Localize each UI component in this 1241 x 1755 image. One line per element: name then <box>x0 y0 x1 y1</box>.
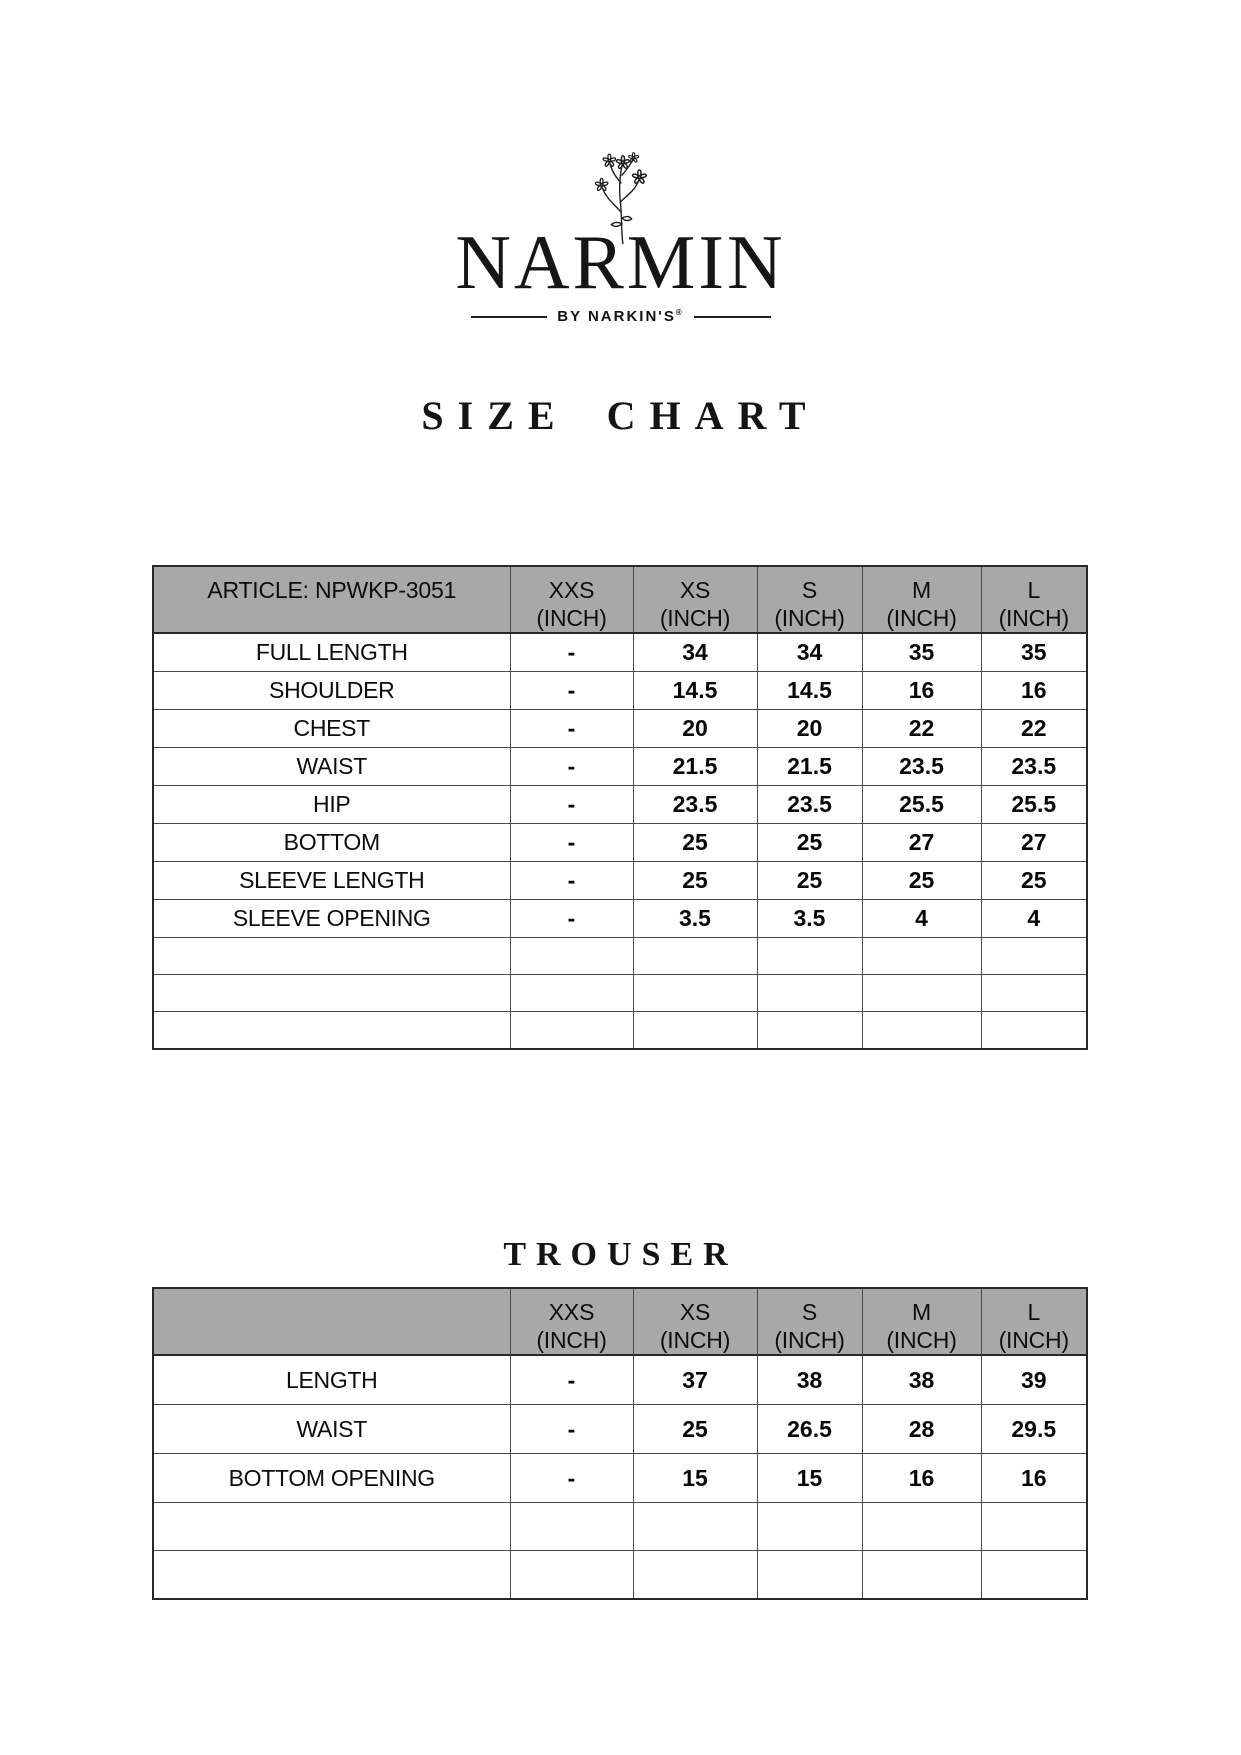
size-value-cell: 15 <box>633 1454 757 1503</box>
empty-cell <box>862 975 981 1012</box>
empty-cell <box>633 938 757 975</box>
size-value-cell: 25 <box>633 824 757 862</box>
size-column-header: L (INCH) <box>981 1288 1087 1355</box>
measurement-row <box>153 862 1087 900</box>
table-header-row <box>153 566 1087 633</box>
size-value-cell: - <box>510 786 633 824</box>
size-value-cell: 35 <box>862 633 981 672</box>
size-value-cell: - <box>510 710 633 748</box>
size-column-header: XS (INCH) <box>633 1288 757 1355</box>
empty-cell <box>757 1551 862 1600</box>
empty-cell <box>510 975 633 1012</box>
row-label: HIP <box>153 786 510 824</box>
row-label: FULL LENGTH <box>153 633 510 672</box>
measurement-row <box>153 748 1087 786</box>
size-value-cell: 23.5 <box>862 748 981 786</box>
empty-row <box>153 1012 1087 1050</box>
size-value-cell: 38 <box>757 1355 862 1405</box>
measurement-row <box>153 1405 1087 1454</box>
empty-cell <box>981 975 1087 1012</box>
measurement-row <box>153 672 1087 710</box>
measurement-row <box>153 786 1087 824</box>
empty-cell <box>633 1012 757 1050</box>
byline-rule-left <box>471 316 548 318</box>
empty-cell <box>510 938 633 975</box>
size-value-cell: 37 <box>633 1355 757 1405</box>
trouser-title: TROUSER <box>503 1236 738 1273</box>
size-value-cell: 39 <box>981 1355 1087 1405</box>
size-column-header: XXS (INCH) <box>510 566 633 633</box>
size-value-cell: 3.5 <box>633 900 757 938</box>
row-label: BOTTOM <box>153 824 510 862</box>
empty-cell <box>757 975 862 1012</box>
size-value-cell: 25 <box>757 862 862 900</box>
empty-cell <box>510 1551 633 1600</box>
empty-cell <box>862 1012 981 1050</box>
size-value-cell: 25 <box>757 824 862 862</box>
size-column-header: S (INCH) <box>757 566 862 633</box>
article-header-cell <box>153 1288 510 1355</box>
empty-cell <box>981 1551 1087 1600</box>
empty-cell <box>757 938 862 975</box>
size-value-cell: - <box>510 748 633 786</box>
size-value-cell: - <box>510 862 633 900</box>
measurement-row <box>153 1355 1087 1405</box>
empty-row <box>153 938 1087 975</box>
size-value-cell: - <box>510 1355 633 1405</box>
row-label: BOTTOM OPENING <box>153 1454 510 1503</box>
size-value-cell: 21.5 <box>757 748 862 786</box>
empty-cell <box>862 1503 981 1551</box>
brand-name: NARMIN <box>455 219 786 305</box>
row-label: SLEEVE LENGTH <box>153 862 510 900</box>
measurement-row <box>153 824 1087 862</box>
size-value-cell: 27 <box>981 824 1087 862</box>
size-value-cell: 16 <box>862 1454 981 1503</box>
size-value-cell: 25 <box>633 862 757 900</box>
size-value-cell: 15 <box>757 1454 862 1503</box>
size-column-header: M (INCH) <box>862 566 981 633</box>
size-value-cell: 25 <box>862 862 981 900</box>
empty-cell <box>757 1503 862 1551</box>
size-value-cell: 4 <box>981 900 1087 938</box>
row-label: LENGTH <box>153 1355 510 1405</box>
empty-cell <box>153 1551 510 1600</box>
size-value-cell: 25 <box>633 1405 757 1454</box>
measurement-row <box>153 710 1087 748</box>
measurement-row <box>153 900 1087 938</box>
size-value-cell: - <box>510 1405 633 1454</box>
size-value-cell: 3.5 <box>757 900 862 938</box>
size-value-cell: 25.5 <box>862 786 981 824</box>
empty-cell <box>757 1012 862 1050</box>
size-value-cell: 25 <box>981 862 1087 900</box>
empty-cell <box>153 1012 510 1050</box>
trouser-size-table <box>152 1287 1088 1600</box>
table-header-row <box>153 1288 1087 1355</box>
size-value-cell: 20 <box>757 710 862 748</box>
size-value-cell: 28 <box>862 1405 981 1454</box>
size-value-cell: 16 <box>981 1454 1087 1503</box>
size-value-cell: 16 <box>981 672 1087 710</box>
empty-cell <box>510 1503 633 1551</box>
size-value-cell: 21.5 <box>633 748 757 786</box>
empty-row <box>153 1551 1087 1600</box>
size-value-cell: 14.5 <box>757 672 862 710</box>
empty-row <box>153 975 1087 1012</box>
empty-cell <box>981 938 1087 975</box>
size-column-header: M (INCH) <box>862 1288 981 1355</box>
size-value-cell: 25.5 <box>981 786 1087 824</box>
size-value-cell: 22 <box>862 710 981 748</box>
size-value-cell: 20 <box>633 710 757 748</box>
registered-mark: ® <box>675 308 684 317</box>
size-value-cell: - <box>510 900 633 938</box>
empty-cell <box>981 1012 1087 1050</box>
row-label: SLEEVE OPENING <box>153 900 510 938</box>
size-column-header: XS (INCH) <box>633 566 757 633</box>
row-label: WAIST <box>153 1405 510 1454</box>
row-label: SHOULDER <box>153 672 510 710</box>
size-value-cell: 26.5 <box>757 1405 862 1454</box>
size-value-cell: 4 <box>862 900 981 938</box>
empty-row <box>153 1503 1087 1551</box>
size-value-cell: - <box>510 1454 633 1503</box>
size-column-header: S (INCH) <box>757 1288 862 1355</box>
size-value-cell: 22 <box>981 710 1087 748</box>
size-value-cell: - <box>510 672 633 710</box>
size-value-cell: 29.5 <box>981 1405 1087 1454</box>
brand-byline <box>471 308 771 325</box>
empty-cell <box>862 938 981 975</box>
size-value-cell: 23.5 <box>757 786 862 824</box>
size-value-cell: - <box>510 633 633 672</box>
empty-cell <box>153 938 510 975</box>
shirt-size-table <box>152 565 1088 1050</box>
empty-cell <box>510 1012 633 1050</box>
size-value-cell: 23.5 <box>633 786 757 824</box>
empty-cell <box>981 1503 1087 1551</box>
size-value-cell: 27 <box>862 824 981 862</box>
measurement-row <box>153 1454 1087 1503</box>
empty-cell <box>633 1503 757 1551</box>
size-value-cell: 23.5 <box>981 748 1087 786</box>
size-value-cell: 34 <box>757 633 862 672</box>
size-value-cell: 38 <box>862 1355 981 1405</box>
size-value-cell: - <box>510 824 633 862</box>
empty-cell <box>153 1503 510 1551</box>
empty-cell <box>153 975 510 1012</box>
size-column-header: L (INCH) <box>981 566 1087 633</box>
byline-rule-right <box>694 316 771 318</box>
size-value-cell: 35 <box>981 633 1087 672</box>
article-header-cell: ARTICLE: NPWKP-3051 <box>153 566 510 633</box>
size-column-header: XXS (INCH) <box>510 1288 633 1355</box>
size-chart-title: SIZE CHART <box>421 393 820 438</box>
row-label: WAIST <box>153 748 510 786</box>
brand-byline-text: BY NARKIN'S® <box>557 308 684 325</box>
empty-cell <box>633 975 757 1012</box>
empty-cell <box>862 1551 981 1600</box>
row-label: CHEST <box>153 710 510 748</box>
measurement-row <box>153 633 1087 672</box>
empty-cell <box>633 1551 757 1600</box>
size-value-cell: 34 <box>633 633 757 672</box>
size-value-cell: 14.5 <box>633 672 757 710</box>
size-value-cell: 16 <box>862 672 981 710</box>
